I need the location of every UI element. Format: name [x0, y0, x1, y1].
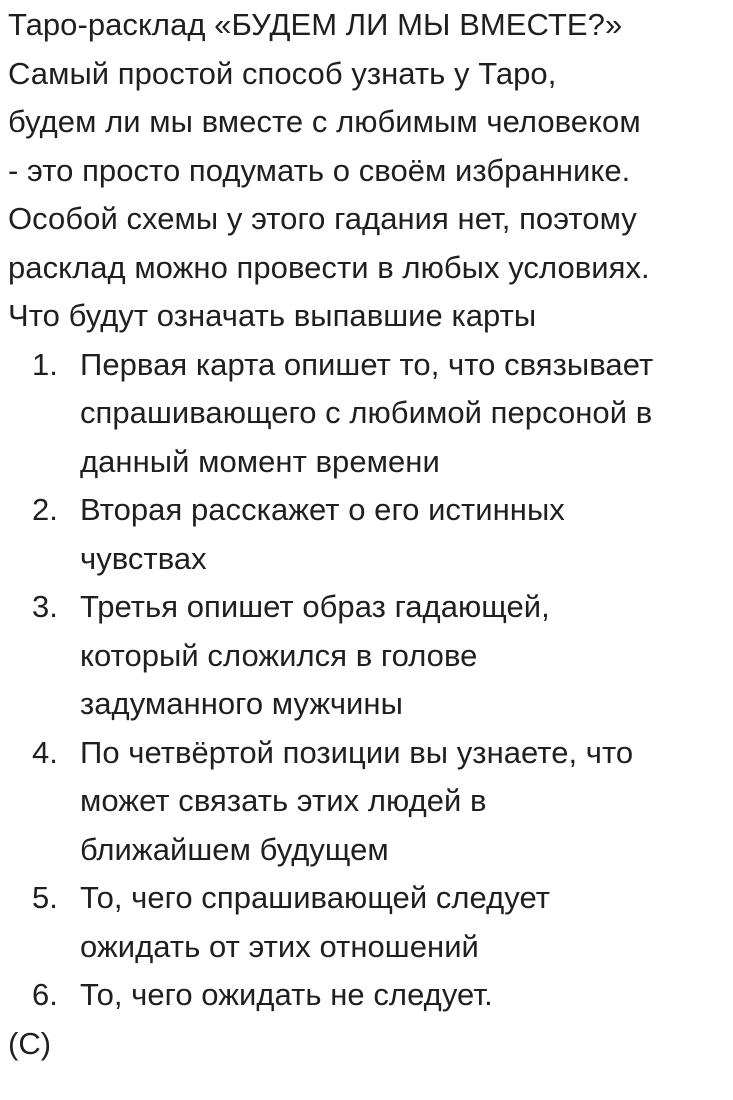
list-item-line: может связать этих людей в	[80, 783, 487, 818]
list-item-text	[80, 486, 723, 583]
list-item-text	[80, 583, 723, 729]
intro-line: - это просто подумать о своём избраннике.	[8, 152, 631, 188]
list-item-line: задуманного мужчины	[80, 686, 403, 721]
intro-line: будем ли мы вместе с любимым человеком	[8, 104, 641, 139]
intro-text	[8, 50, 723, 293]
list-item-line: Третья опишет образ гадающей,	[80, 589, 550, 624]
copyright-mark: (C)	[8, 1025, 52, 1061]
list-item-line: чувствах	[80, 540, 207, 576]
card-meanings-list	[8, 341, 723, 1020]
list-item-text	[80, 971, 723, 1020]
list-item-line: данный момент времени	[80, 443, 440, 479]
list-item-2	[8, 486, 723, 583]
list-item-text	[80, 341, 723, 487]
list-item-5	[8, 874, 723, 971]
list-item-line: Вторая расскажет о его истинных	[80, 492, 565, 527]
list-item-text	[80, 729, 723, 875]
list-item-number: 6.	[32, 977, 58, 1012]
list-item-line: который сложился в голове	[80, 637, 478, 673]
intro-line: Самый простой способ узнать у Таро,	[8, 55, 557, 91]
list-item-number: 3.	[32, 589, 58, 624]
article-title: Таро-расклад «БУДЕМ ЛИ МЫ ВМЕСТЕ?»	[8, 7, 623, 42]
list-item-number: 1.	[32, 346, 58, 382]
intro-line: расклад можно провести в любых условиях.	[8, 249, 650, 285]
list-item-1	[8, 341, 723, 487]
list-item-line: То, чего ожидать не следует.	[80, 977, 493, 1012]
list-item-4	[8, 729, 723, 875]
list-item-3	[8, 583, 723, 729]
list-heading: Что будут означать выпавшие карты	[8, 298, 537, 333]
list-item-number: 4.	[32, 734, 58, 770]
list-item-line: ближайшем будущем	[80, 831, 389, 867]
list-item-6	[8, 971, 723, 1020]
list-item-line: То, чего спрашивающей следует	[80, 880, 550, 915]
list-item-line: По четвёртой позиции вы узнаете, что	[80, 734, 634, 770]
list-item-line: спрашивающего с любимой персоной в	[80, 395, 653, 430]
list-item-line: Первая карта опишет то, что связывает	[80, 346, 654, 382]
list-item-number: 2.	[32, 492, 58, 527]
intro-line: Особой схемы у этого гадания нет, поэтому	[8, 201, 637, 236]
list-item-number: 5.	[32, 880, 58, 915]
list-item-text	[80, 874, 723, 971]
list-item-line: ожидать от этих отношений	[80, 928, 479, 964]
